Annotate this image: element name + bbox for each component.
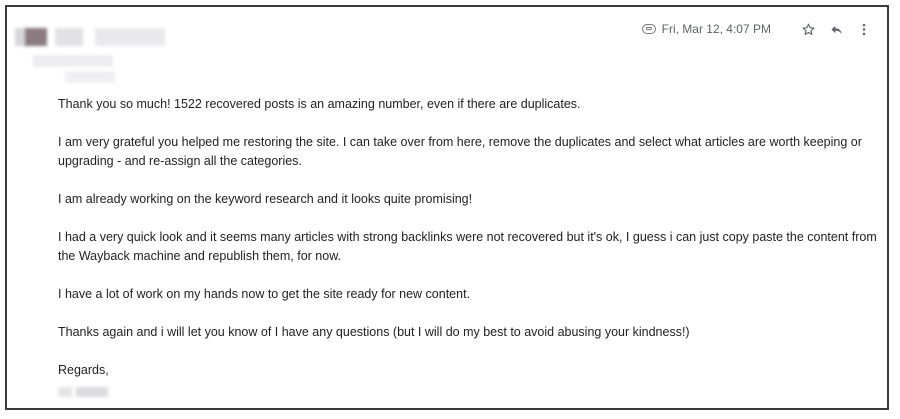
- message-header-actions: [642, 19, 875, 39]
- more-vertical-icon: [861, 22, 867, 37]
- avatar[interactable]: [25, 28, 47, 46]
- message-date: Fri, Mar 12, 4:07 PM: [661, 22, 771, 36]
- message-paragraph: I am very grateful you helped me restoring the site. I can take over from here, remove the duplicates and select what articles are worth keeping or upgrading - and re-assign all the categories.: [58, 135, 862, 168]
- redacted-signature: [58, 384, 118, 400]
- redacted-block: [76, 387, 108, 397]
- redacted-sender-name: [55, 28, 83, 46]
- message-paragraph: Thanks again and i will let you know of I have any questions (but I will do my best to avoid abusing your kindness!): [58, 325, 690, 339]
- paperclip-icon: [642, 24, 656, 34]
- message-closing: Regards,: [58, 363, 109, 377]
- sender-info-redacted: [15, 19, 165, 89]
- redacted-recipient: [33, 55, 113, 67]
- redacted-sender-name: [95, 28, 165, 46]
- email-message: [5, 5, 889, 410]
- redacted-recipient: [65, 71, 115, 83]
- star-button[interactable]: [797, 19, 819, 39]
- more-options-button[interactable]: [853, 19, 875, 39]
- message-paragraph: I have a lot of work on my hands now to get the site ready for new content.: [58, 287, 471, 301]
- message-body: [58, 95, 888, 380]
- message-paragraph: I am already working on the keyword research and it looks quite promising!: [58, 192, 473, 206]
- message-paragraph: Thank you so much! 1522 recovered posts is an amazing number, even if there are duplicates.: [58, 97, 581, 111]
- message-paragraph: I had a very quick look and it seems many articles with strong backlinks were not recovered but it's ok, I guess i can just copy paste the content from the Wayback machine and republish them, for now.: [58, 230, 877, 263]
- redacted-block: [58, 387, 72, 397]
- reply-button[interactable]: [825, 19, 847, 39]
- star-icon: [801, 22, 816, 37]
- reply-icon: [829, 22, 844, 37]
